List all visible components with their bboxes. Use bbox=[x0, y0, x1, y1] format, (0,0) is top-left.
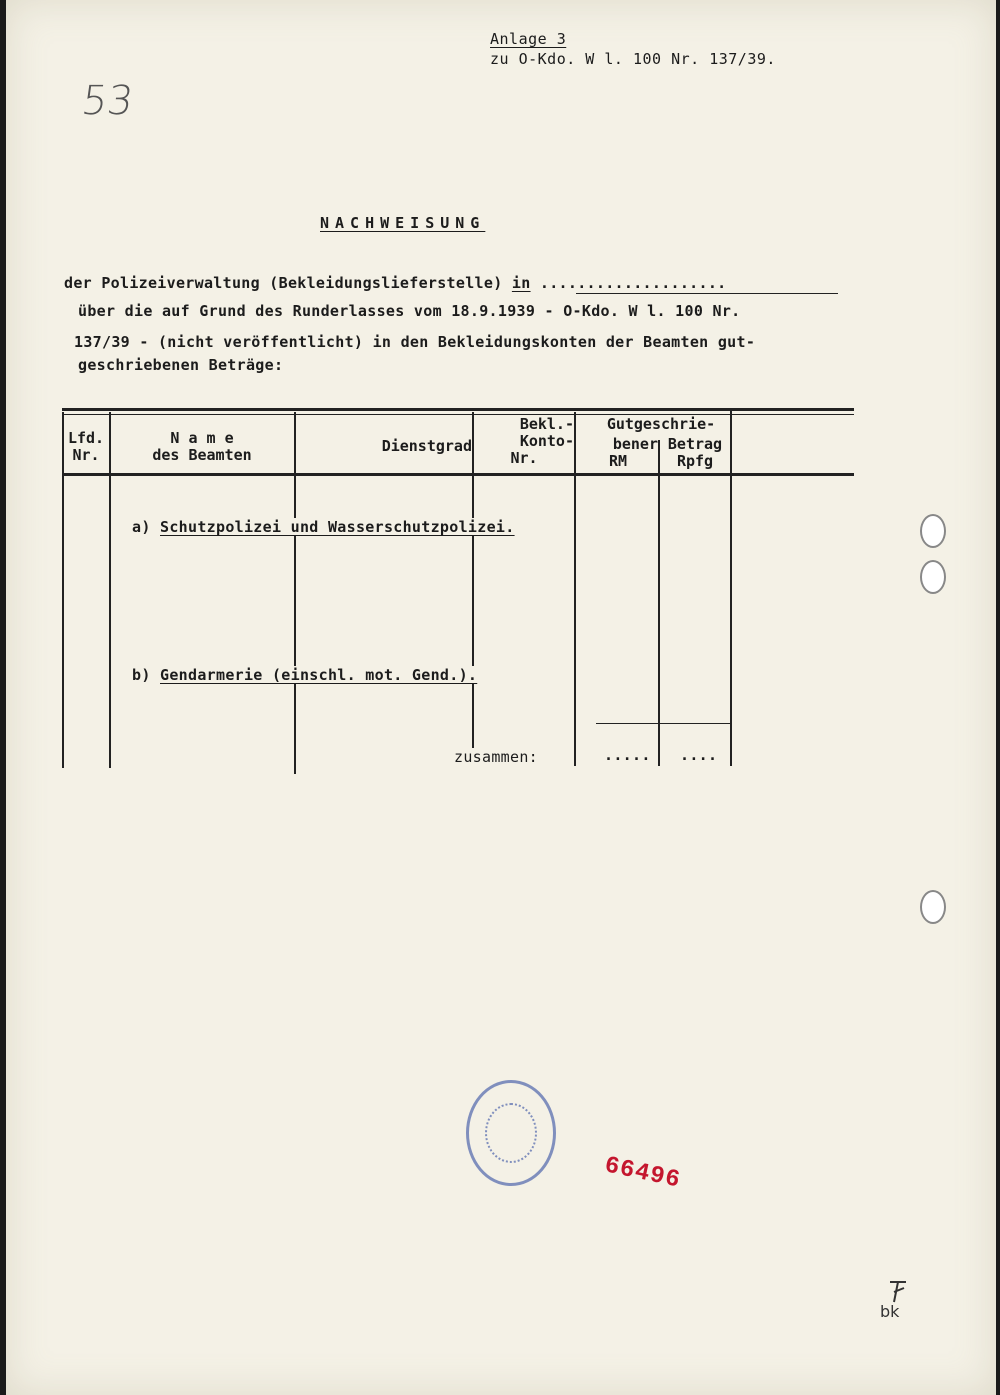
punch-hole-top bbox=[920, 514, 946, 548]
section-b-prefix: b) bbox=[132, 666, 160, 684]
paragraph-line-4: geschriebenen Beträge: bbox=[78, 356, 284, 374]
header-rpfg-2: Rpfg bbox=[676, 452, 714, 470]
punch-hole-middle bbox=[920, 560, 946, 594]
header-konto-1: Bekl.- bbox=[519, 415, 574, 433]
handwritten-page-number: 53 bbox=[78, 78, 137, 124]
paragraph-line-1-prefix: der Polizeiverwaltung (Bekleidungslieferstelle) bbox=[64, 274, 512, 292]
col-divider-name bbox=[294, 412, 296, 774]
seal-emblem-icon bbox=[485, 1103, 537, 1163]
total-rm-value: ..... bbox=[604, 746, 651, 764]
header-name bbox=[110, 430, 294, 464]
archive-seal-icon bbox=[466, 1080, 556, 1186]
col-divider-konto bbox=[574, 412, 576, 766]
col-divider-rm bbox=[658, 440, 660, 766]
paragraph-line-1 bbox=[64, 274, 727, 292]
table-top-rule bbox=[62, 408, 854, 411]
col-divider-lfd bbox=[109, 412, 111, 768]
total-label: zusammen: bbox=[454, 748, 538, 766]
header-dienstgrad: Dienstgrad bbox=[381, 437, 472, 455]
document-page bbox=[6, 0, 996, 1395]
paragraph-line-3: 137/39 - (nicht veröffentlicht) in den Bekleidungskonten der Beamten gut- bbox=[74, 333, 756, 351]
section-b-title: Gendarmerie (einschl. mot. Gend.). bbox=[160, 666, 478, 684]
reference-line: zu O-Kdo. W l. 100 Nr. 137/39. bbox=[490, 50, 776, 68]
section-b-heading bbox=[132, 666, 481, 684]
table-header-rule bbox=[62, 473, 854, 476]
header-rm-1: bener bbox=[612, 435, 658, 453]
annex-label: Anlage 3 bbox=[490, 30, 567, 48]
punch-hole-bottom bbox=[920, 890, 946, 924]
header-rm bbox=[578, 436, 660, 470]
paragraph-fill-dots: .................... bbox=[530, 274, 727, 292]
section-a-heading bbox=[132, 518, 519, 536]
header-name-2: des Beamten bbox=[152, 446, 252, 464]
archive-stamp-number: 66496 bbox=[602, 1152, 683, 1195]
col-divider-left-edge bbox=[62, 412, 64, 768]
fill-underline bbox=[576, 293, 838, 294]
header-name-1: N a m e bbox=[170, 429, 234, 447]
section-a-prefix: a) bbox=[132, 518, 160, 536]
initials-mark: bk bbox=[880, 1302, 900, 1321]
section-a-title: Schutzpolizei und Wasserschutzpolizei. bbox=[160, 518, 515, 536]
header-rm-2: RM bbox=[608, 452, 628, 470]
paragraph-in-word: in bbox=[511, 274, 531, 292]
header-konto bbox=[474, 416, 574, 467]
document-title: NACHWEISUNG bbox=[320, 214, 486, 232]
header-konto-3: Nr. bbox=[510, 449, 538, 467]
header-konto-2: Konto- bbox=[519, 432, 574, 450]
table-top-rule-2 bbox=[62, 414, 854, 415]
initials-scribble-icon bbox=[886, 1278, 910, 1304]
header-rpfg bbox=[660, 436, 730, 470]
header-lfd bbox=[62, 430, 110, 464]
header-lfd-2: Nr. bbox=[72, 446, 100, 464]
paragraph-line-2: über die auf Grund des Runderlasses vom 18.9.1939 - O-Kdo. W l. 100 Nr. bbox=[78, 302, 741, 320]
header-rpfg-1: Betrag bbox=[667, 435, 723, 453]
header-gutgeschrieben: Gutgeschrie- bbox=[606, 415, 716, 433]
header-lfd-1: Lfd. bbox=[67, 429, 105, 447]
col-divider-right bbox=[730, 408, 732, 766]
subtotal-rule bbox=[596, 723, 730, 724]
total-rpfg-value: .... bbox=[680, 746, 718, 764]
